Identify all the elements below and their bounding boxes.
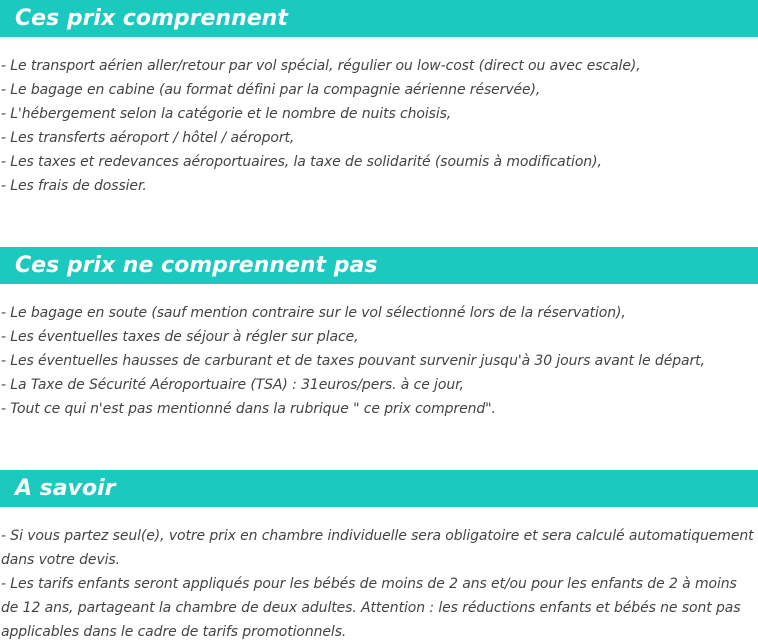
- section-title-included: Ces prix comprennent: [0, 0, 758, 37]
- list-item: - Les éventuelles hausses de carburant et de taxes pouvant survenir jusqu'à 30 jours avant le départ,: [1, 353, 705, 369]
- list-item: - Les frais de dossier.: [1, 178, 147, 194]
- list-item: - Les éventuelles taxes de séjour à régler sur place,: [1, 329, 359, 345]
- list-item: - Si vous partez seul(e), votre prix en chambre individuelle sera obligatoire et sera calculé automatiquement dans votre devis.: [1, 528, 754, 568]
- list-item: - Les transferts aéroport / hôtel / aéroport,: [1, 130, 295, 146]
- section-not-included: [0, 247, 758, 421]
- list-item: - Le bagage en cabine (au format défini par la compagnie aérienne réservée),: [1, 82, 541, 98]
- good-to-know-list: [0, 524, 758, 643]
- included-list: [0, 54, 758, 198]
- not-included-list: [0, 301, 758, 421]
- section-title-good-to-know: A savoir: [0, 470, 758, 507]
- list-item: - Tout ce qui n'est pas mentionné dans la rubrique " ce prix comprend".: [1, 401, 496, 417]
- list-item: - Les taxes et redevances aéroportuaires, la taxe de solidarité (soumis à modification),: [1, 154, 602, 170]
- section-good-to-know: [0, 470, 758, 643]
- list-item: - Les tarifs enfants seront appliqués pour les bébés de moins de 2 ans et/ou pour les enfants de 2 à moins de 12 ans, partageant la chambre de deux adultes. Attention : les réductions enfants et bébés ne sont pas applicables dans le cadre de tarifs promotionnels.: [1, 576, 741, 640]
- list-item: - Le transport aérien aller/retour par vol spécial, régulier ou low-cost (direct ou avec escale),: [1, 58, 641, 74]
- section-included: [0, 0, 758, 198]
- list-item: - Le bagage en soute (sauf mention contraire sur le vol sélectionné lors de la réservation),: [1, 305, 626, 321]
- list-item: - La Taxe de Sécurité Aéroportuaire (TSA) : 31euros/pers. à ce jour,: [1, 377, 464, 393]
- section-title-not-included: Ces prix ne comprennent pas: [0, 247, 758, 284]
- list-item: - L'hébergement selon la catégorie et le nombre de nuits choisis,: [1, 106, 452, 122]
